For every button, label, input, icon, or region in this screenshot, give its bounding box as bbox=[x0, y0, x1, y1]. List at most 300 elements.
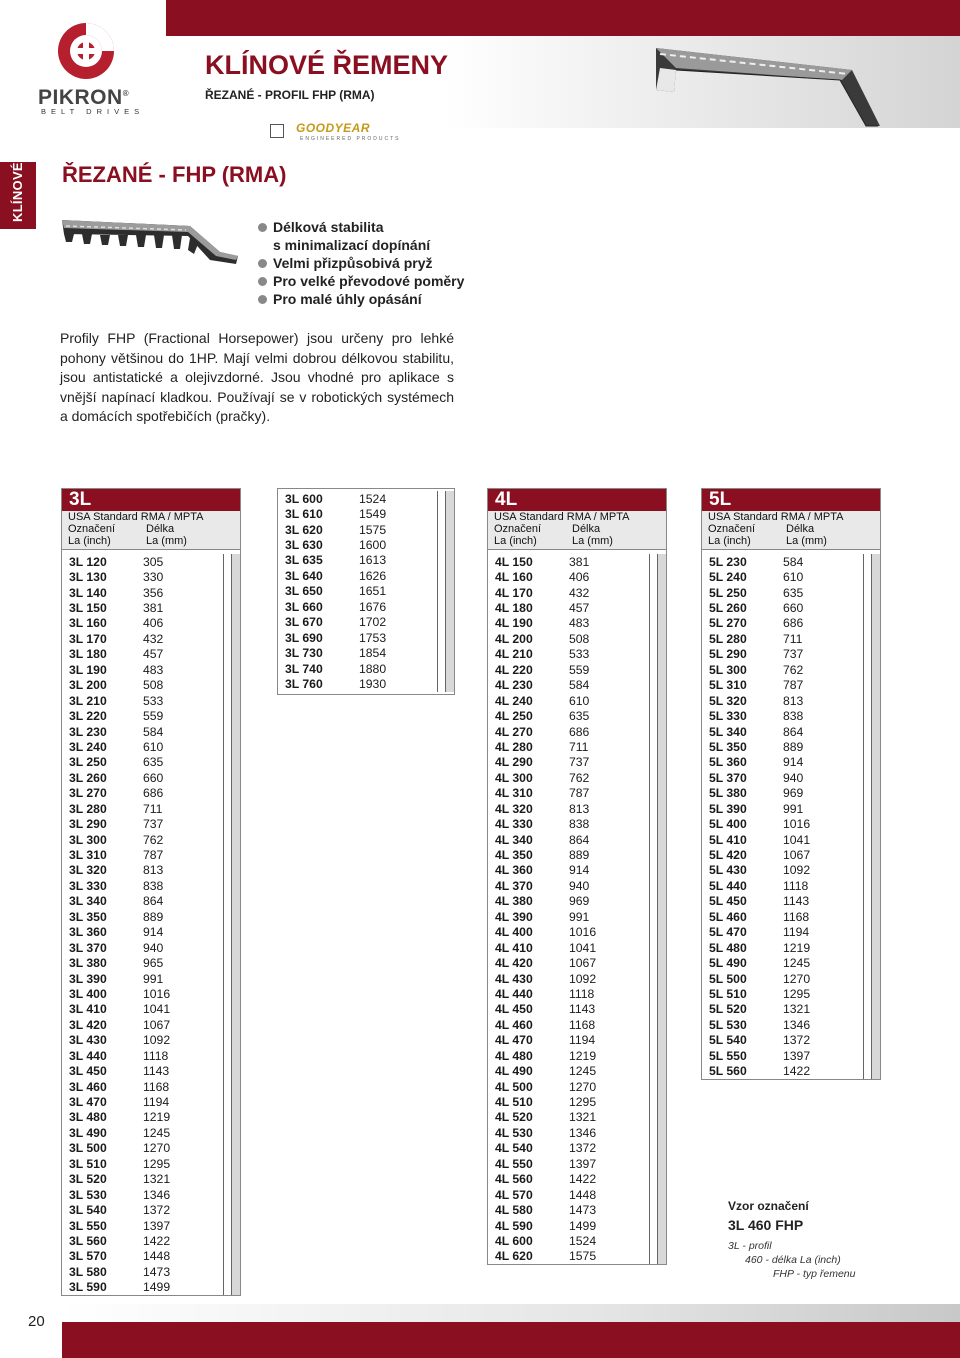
belt-code: 4L 160 bbox=[495, 570, 533, 585]
belt-code: 4L 350 bbox=[495, 848, 533, 863]
order-checkbox bbox=[863, 616, 872, 631]
belt-code: 4L 150 bbox=[495, 554, 533, 569]
order-checkbox bbox=[649, 708, 658, 723]
belt-length-mm: 914 bbox=[569, 863, 590, 878]
row-edge-shade bbox=[658, 986, 666, 1001]
table-header: 5L bbox=[702, 489, 880, 511]
order-checkbox bbox=[649, 616, 658, 631]
row-edge-shade bbox=[872, 569, 880, 584]
row-edge-shade bbox=[658, 1094, 666, 1109]
belt-code: 3L 240 bbox=[69, 739, 107, 754]
table-row bbox=[488, 1187, 666, 1202]
table-row bbox=[62, 786, 240, 801]
order-checkbox bbox=[863, 925, 872, 940]
description-paragraph: Profily FHP (Fractional Horsepower) jsou určeny pro lehké pohony většinou do 1HP. Mají velmi dobrou délkovou stabilitu, jsou antistatické a olejivzdorné. Jsou vhodné pro aplikace s vnější napínací kladkou. Používají se v robotických systémech a domácích spotřebičích (pračky). bbox=[60, 330, 454, 425]
table-row bbox=[702, 631, 880, 646]
table-row bbox=[62, 1125, 240, 1140]
belt-length-mm: 1321 bbox=[783, 1002, 811, 1017]
belt-code: 5L 380 bbox=[709, 786, 747, 801]
belt-code: 4L 390 bbox=[495, 909, 533, 924]
table-row bbox=[702, 863, 880, 878]
row-edge-shade bbox=[872, 693, 880, 708]
belt-code: 3L 500 bbox=[69, 1141, 107, 1156]
belt-code: 4L 480 bbox=[495, 1048, 533, 1063]
belt-code: 5L 330 bbox=[709, 709, 747, 724]
order-checkbox bbox=[649, 1125, 658, 1140]
belt-length-mm: 1143 bbox=[143, 1064, 170, 1079]
order-checkbox bbox=[649, 955, 658, 970]
belt-length-mm: 1295 bbox=[569, 1095, 597, 1110]
row-edge-shade bbox=[658, 1156, 666, 1171]
table-row bbox=[62, 662, 240, 677]
belt-code: 4L 220 bbox=[495, 662, 533, 677]
belt-length-mm: 1016 bbox=[783, 817, 811, 832]
feature-item: Pro velké převodové poměry bbox=[258, 272, 464, 290]
belt-length-mm: 1422 bbox=[143, 1233, 171, 1248]
belt-code: 3L 400 bbox=[69, 986, 107, 1001]
row-edge-shade bbox=[658, 909, 666, 924]
belt-length-mm: 991 bbox=[783, 801, 804, 816]
belt-code: 5L 430 bbox=[709, 863, 747, 878]
row-edge-shade bbox=[872, 600, 880, 615]
belt-length-mm: 559 bbox=[569, 662, 590, 677]
table-row bbox=[488, 1079, 666, 1094]
belt-length-mm: 914 bbox=[783, 755, 804, 770]
belt-length-mm: 686 bbox=[143, 786, 164, 801]
row-edge-shade bbox=[232, 878, 240, 893]
row-edge-shade bbox=[446, 506, 454, 521]
feature-item: Velmi přizpůsobivá pryž bbox=[258, 254, 464, 272]
belt-code: 3L 590 bbox=[69, 1280, 107, 1295]
belt-code: 5L 520 bbox=[709, 1002, 747, 1017]
row-edge-shade bbox=[232, 847, 240, 862]
belt-length-mm: 787 bbox=[783, 678, 804, 693]
order-checkbox bbox=[649, 1079, 658, 1094]
belt-code: 3L 290 bbox=[69, 817, 107, 832]
table-row bbox=[62, 986, 240, 1001]
table-row bbox=[62, 894, 240, 909]
order-checkbox bbox=[223, 878, 232, 893]
table-row bbox=[702, 816, 880, 831]
order-checkbox bbox=[863, 986, 872, 1001]
page-title: KLÍNOVÉ ŘEMENY bbox=[205, 50, 449, 80]
order-checkbox bbox=[223, 1218, 232, 1233]
belt-length-mm: 1499 bbox=[143, 1280, 171, 1295]
order-checkbox bbox=[649, 1033, 658, 1048]
order-checkbox bbox=[223, 847, 232, 862]
order-checkbox bbox=[223, 1048, 232, 1063]
belt-length-mm: 406 bbox=[569, 570, 590, 585]
belt-length-mm: 686 bbox=[783, 616, 804, 631]
belt-length-mm: 1524 bbox=[569, 1233, 597, 1248]
table-row bbox=[488, 909, 666, 924]
belt-code: 3L 360 bbox=[69, 925, 107, 940]
order-checkbox bbox=[863, 878, 872, 893]
belt-length-mm: 813 bbox=[569, 801, 590, 816]
belt-length-mm: 381 bbox=[569, 554, 590, 569]
order-checkbox bbox=[223, 816, 232, 831]
belt-code: 4L 490 bbox=[495, 1064, 533, 1079]
belt-length-mm: 533 bbox=[569, 647, 590, 662]
row-edge-shade bbox=[232, 1033, 240, 1048]
belt-length-mm: 1372 bbox=[143, 1203, 171, 1218]
table-row bbox=[488, 631, 666, 646]
order-checkbox bbox=[649, 724, 658, 739]
table-row bbox=[62, 770, 240, 785]
row-edge-shade bbox=[232, 1063, 240, 1078]
order-checkbox bbox=[223, 1141, 232, 1156]
belt-code: 3L 340 bbox=[69, 894, 107, 909]
table-row bbox=[278, 599, 454, 614]
order-checkbox bbox=[649, 971, 658, 986]
belt-code: 5L 350 bbox=[709, 739, 747, 754]
order-checkbox bbox=[223, 1172, 232, 1187]
table-row bbox=[488, 863, 666, 878]
belt-length-mm: 1143 bbox=[783, 894, 810, 909]
belt-length-mm: 1575 bbox=[359, 522, 387, 537]
row-edge-shade bbox=[446, 645, 454, 660]
row-edge-shade bbox=[658, 708, 666, 723]
row-edge-shade bbox=[658, 693, 666, 708]
order-checkbox bbox=[649, 600, 658, 615]
belt-code: 4L 370 bbox=[495, 878, 533, 893]
order-checkbox bbox=[223, 770, 232, 785]
table-row bbox=[702, 1033, 880, 1048]
row-edge-shade bbox=[658, 678, 666, 693]
col-header: La (mm) bbox=[786, 535, 827, 547]
belt-length-mm: 457 bbox=[143, 647, 164, 662]
table-row bbox=[62, 1202, 240, 1217]
belt-length-mm: 1219 bbox=[143, 1110, 171, 1125]
brand-name: PIKRON® bbox=[38, 86, 130, 109]
belt-length-mm: 864 bbox=[143, 894, 164, 909]
legend-line: 3L - profil bbox=[728, 1240, 772, 1252]
order-checkbox bbox=[863, 955, 872, 970]
belt-code: 5L 470 bbox=[709, 925, 747, 940]
row-edge-shade bbox=[658, 585, 666, 600]
row-edge-shade bbox=[232, 739, 240, 754]
legend-line: FHP - typ řemenu bbox=[773, 1268, 856, 1280]
belt-length-mm: 1067 bbox=[569, 956, 597, 971]
order-checkbox bbox=[649, 1048, 658, 1063]
table-row bbox=[488, 786, 666, 801]
belt-length-mm: 1270 bbox=[569, 1079, 597, 1094]
order-checkbox bbox=[649, 755, 658, 770]
belt-length-mm: 483 bbox=[569, 616, 590, 631]
row-edge-shade bbox=[232, 600, 240, 615]
order-checkbox bbox=[437, 537, 446, 552]
bullet-icon bbox=[258, 295, 267, 304]
row-edge-shade bbox=[658, 894, 666, 909]
belt-length-mm: 1016 bbox=[569, 925, 597, 940]
feature-item: Pro malé úhly opásání bbox=[258, 290, 464, 308]
belt-code: 4L 450 bbox=[495, 1002, 533, 1017]
row-edge-shade bbox=[658, 1141, 666, 1156]
table-row bbox=[488, 647, 666, 662]
order-checkbox bbox=[649, 878, 658, 893]
order-checkbox bbox=[437, 630, 446, 645]
row-edge-shade bbox=[872, 1033, 880, 1048]
belt-length-mm: 1600 bbox=[359, 538, 387, 553]
belt-code: 3L 310 bbox=[69, 848, 107, 863]
order-checkbox bbox=[649, 1218, 658, 1233]
order-checkbox bbox=[223, 940, 232, 955]
table-row bbox=[62, 925, 240, 940]
table-row bbox=[702, 1017, 880, 1032]
belt-code: 4L 430 bbox=[495, 971, 533, 986]
order-checkbox bbox=[649, 770, 658, 785]
table-row bbox=[62, 1233, 240, 1248]
row-edge-shade bbox=[872, 770, 880, 785]
belt-length-mm: 1295 bbox=[783, 986, 811, 1001]
row-edge-shade bbox=[658, 801, 666, 816]
table-row bbox=[488, 1017, 666, 1032]
belt-code: 3L 270 bbox=[69, 786, 107, 801]
row-edge-shade bbox=[658, 1002, 666, 1017]
row-edge-shade bbox=[658, 878, 666, 893]
belt-code: 3L 660 bbox=[285, 599, 323, 614]
caption-standard: USA Standard RMA / MPTA bbox=[708, 511, 844, 523]
order-checkbox bbox=[223, 739, 232, 754]
belt-length-mm: 1854 bbox=[359, 646, 387, 661]
belt-code: 3L 650 bbox=[285, 584, 323, 599]
table-row bbox=[702, 770, 880, 785]
bullet-icon bbox=[258, 277, 267, 286]
table-row bbox=[488, 770, 666, 785]
row-edge-shade bbox=[232, 1002, 240, 1017]
col-header: La (inch) bbox=[494, 535, 537, 547]
belt-length-mm: 1613 bbox=[359, 553, 387, 568]
table-row bbox=[488, 832, 666, 847]
row-edge-shade bbox=[232, 786, 240, 801]
table-row bbox=[488, 616, 666, 631]
table-row bbox=[702, 739, 880, 754]
row-edge-shade bbox=[232, 693, 240, 708]
belt-length-mm: 965 bbox=[143, 956, 164, 971]
col-header: Označení bbox=[708, 523, 756, 535]
row-edge-shade bbox=[232, 1079, 240, 1094]
belt-length-mm: 711 bbox=[783, 631, 803, 646]
order-checkbox bbox=[437, 553, 446, 568]
row-edge-shade bbox=[232, 616, 240, 631]
belt-code: 4L 230 bbox=[495, 678, 533, 693]
belt-length-mm: 762 bbox=[569, 770, 590, 785]
table-row bbox=[702, 1063, 880, 1078]
table-row bbox=[702, 585, 880, 600]
table-row bbox=[488, 1218, 666, 1233]
row-edge-shade bbox=[232, 1017, 240, 1032]
belt-code: 5L 400 bbox=[709, 817, 747, 832]
row-edge-shade bbox=[872, 1002, 880, 1017]
belt-length-mm: 610 bbox=[569, 693, 590, 708]
belt-code: 5L 560 bbox=[709, 1064, 747, 1079]
order-checkbox bbox=[863, 739, 872, 754]
row-edge-shade bbox=[658, 1110, 666, 1125]
table-row bbox=[278, 568, 454, 583]
order-checkbox bbox=[223, 1110, 232, 1125]
belt-code: 3L 190 bbox=[69, 662, 107, 677]
table-row bbox=[702, 1002, 880, 1017]
belt-code: 5L 250 bbox=[709, 585, 747, 600]
belt-length-mm: 1219 bbox=[783, 940, 811, 955]
col-header: La (mm) bbox=[572, 535, 613, 547]
row-edge-shade bbox=[872, 878, 880, 893]
table-row bbox=[488, 986, 666, 1001]
row-edge-shade bbox=[658, 1249, 666, 1264]
order-checkbox bbox=[649, 1202, 658, 1217]
belt-code: 5L 440 bbox=[709, 878, 747, 893]
table-row bbox=[702, 878, 880, 893]
row-edge-shade bbox=[232, 1218, 240, 1233]
order-checkbox bbox=[649, 986, 658, 1001]
belt-length-mm: 1372 bbox=[783, 1033, 811, 1048]
row-edge-shade bbox=[232, 1187, 240, 1202]
order-checkbox bbox=[863, 816, 872, 831]
belt-length-mm: 838 bbox=[783, 709, 804, 724]
order-checkbox bbox=[863, 971, 872, 986]
belt-code: 3L 635 bbox=[285, 553, 323, 568]
table-row bbox=[488, 693, 666, 708]
row-edge-shade bbox=[232, 585, 240, 600]
belt-length-mm: 1295 bbox=[143, 1156, 171, 1171]
belt-code: 4L 600 bbox=[495, 1233, 533, 1248]
row-edge-shade bbox=[658, 1048, 666, 1063]
order-checkbox bbox=[863, 894, 872, 909]
goodyear-logo-subtitle: ENGINEERED PRODUCTS bbox=[300, 136, 401, 142]
belt-code: 3L 600 bbox=[285, 491, 323, 506]
row-edge-shade bbox=[872, 816, 880, 831]
belt-length-mm: 838 bbox=[569, 817, 590, 832]
row-edge-shade bbox=[232, 678, 240, 693]
row-edge-shade bbox=[658, 832, 666, 847]
table-row bbox=[62, 1110, 240, 1125]
table-row bbox=[702, 724, 880, 739]
row-edge-shade bbox=[232, 955, 240, 970]
order-checkbox bbox=[863, 585, 872, 600]
belt-length-mm: 1473 bbox=[143, 1264, 171, 1279]
belt-code: 3L 640 bbox=[285, 568, 323, 583]
table-row bbox=[62, 693, 240, 708]
order-checkbox bbox=[863, 662, 872, 677]
belt-length-mm: 1676 bbox=[359, 599, 387, 614]
belt-length-mm: 635 bbox=[143, 755, 164, 770]
legend-example: 3L 460 FHP bbox=[728, 1217, 804, 1233]
belt-length-mm: 787 bbox=[569, 786, 590, 801]
row-edge-shade bbox=[232, 1094, 240, 1109]
belt-length-mm: 737 bbox=[783, 647, 804, 662]
belt-length-mm: 1702 bbox=[359, 615, 387, 630]
table-row bbox=[62, 1218, 240, 1233]
table-caption bbox=[488, 511, 666, 550]
row-edge-shade bbox=[658, 631, 666, 646]
row-edge-shade bbox=[446, 599, 454, 614]
belt-length-mm: 432 bbox=[143, 631, 164, 646]
belt-code: 3L 520 bbox=[69, 1172, 107, 1187]
order-checkbox bbox=[649, 816, 658, 831]
belt-code: 5L 390 bbox=[709, 801, 747, 816]
belt-length-mm: 1118 bbox=[569, 986, 595, 1001]
table-row bbox=[62, 816, 240, 831]
table-row bbox=[62, 569, 240, 584]
row-edge-shade bbox=[658, 863, 666, 878]
belt-length-mm: 1168 bbox=[569, 1017, 596, 1032]
order-checkbox bbox=[223, 894, 232, 909]
table-row bbox=[62, 955, 240, 970]
table-row bbox=[488, 1033, 666, 1048]
belt-length-mm: 1549 bbox=[359, 507, 387, 522]
belt-length-mm: 1346 bbox=[783, 1017, 811, 1032]
order-checkbox bbox=[223, 1033, 232, 1048]
row-edge-shade bbox=[446, 537, 454, 552]
belt-code: 3L 540 bbox=[69, 1203, 107, 1218]
table-row bbox=[62, 678, 240, 693]
belt-length-mm: 1626 bbox=[359, 568, 387, 583]
row-edge-shade bbox=[872, 755, 880, 770]
order-checkbox bbox=[649, 940, 658, 955]
order-checkbox bbox=[223, 724, 232, 739]
belt-length-mm: 1753 bbox=[359, 630, 387, 645]
belt-code: 5L 320 bbox=[709, 693, 747, 708]
row-edge-shade bbox=[446, 661, 454, 676]
row-edge-shade bbox=[658, 1125, 666, 1140]
belt-length-mm: 1321 bbox=[143, 1172, 171, 1187]
order-checkbox bbox=[649, 739, 658, 754]
belt-code: 3L 330 bbox=[69, 878, 107, 893]
table-row bbox=[488, 600, 666, 615]
table-row bbox=[62, 554, 240, 569]
order-checkbox bbox=[437, 584, 446, 599]
belt-code: 3L 120 bbox=[69, 554, 107, 569]
table-row bbox=[702, 554, 880, 569]
belt-length-mm: 1651 bbox=[359, 584, 387, 599]
belt-length-mm: 1372 bbox=[569, 1141, 597, 1156]
order-checkbox bbox=[223, 662, 232, 677]
belt-code: 3L 430 bbox=[69, 1033, 107, 1048]
belt-code: 4L 340 bbox=[495, 832, 533, 847]
order-checkbox bbox=[649, 801, 658, 816]
footer-accent-bar bbox=[62, 1322, 960, 1358]
row-edge-shade bbox=[872, 1048, 880, 1063]
row-edge-shade bbox=[446, 522, 454, 537]
order-checkbox bbox=[437, 568, 446, 583]
feature-item: s minimalizací dopínání bbox=[273, 237, 431, 253]
order-checkbox bbox=[863, 1063, 872, 1078]
table-row bbox=[62, 585, 240, 600]
order-checkbox bbox=[649, 678, 658, 693]
order-checkbox bbox=[649, 1233, 658, 1248]
belt-code: 3L 300 bbox=[69, 832, 107, 847]
belt-code: 3L 630 bbox=[285, 538, 323, 553]
order-checkbox bbox=[863, 1017, 872, 1032]
order-checkbox bbox=[649, 554, 658, 569]
belt-length-mm: 1092 bbox=[143, 1033, 171, 1048]
order-checkbox bbox=[863, 770, 872, 785]
belt-code: 3L 150 bbox=[69, 601, 107, 616]
order-checkbox bbox=[223, 569, 232, 584]
belt-code: 5L 310 bbox=[709, 678, 747, 693]
table-row bbox=[702, 647, 880, 662]
table-row bbox=[488, 925, 666, 940]
order-checkbox bbox=[863, 554, 872, 569]
table-row bbox=[62, 631, 240, 646]
order-checkbox bbox=[649, 569, 658, 584]
row-edge-shade bbox=[658, 786, 666, 801]
table-row bbox=[62, 724, 240, 739]
row-edge-shade bbox=[232, 832, 240, 847]
table-row bbox=[62, 1264, 240, 1279]
row-edge-shade bbox=[658, 1172, 666, 1187]
row-edge-shade bbox=[658, 1017, 666, 1032]
